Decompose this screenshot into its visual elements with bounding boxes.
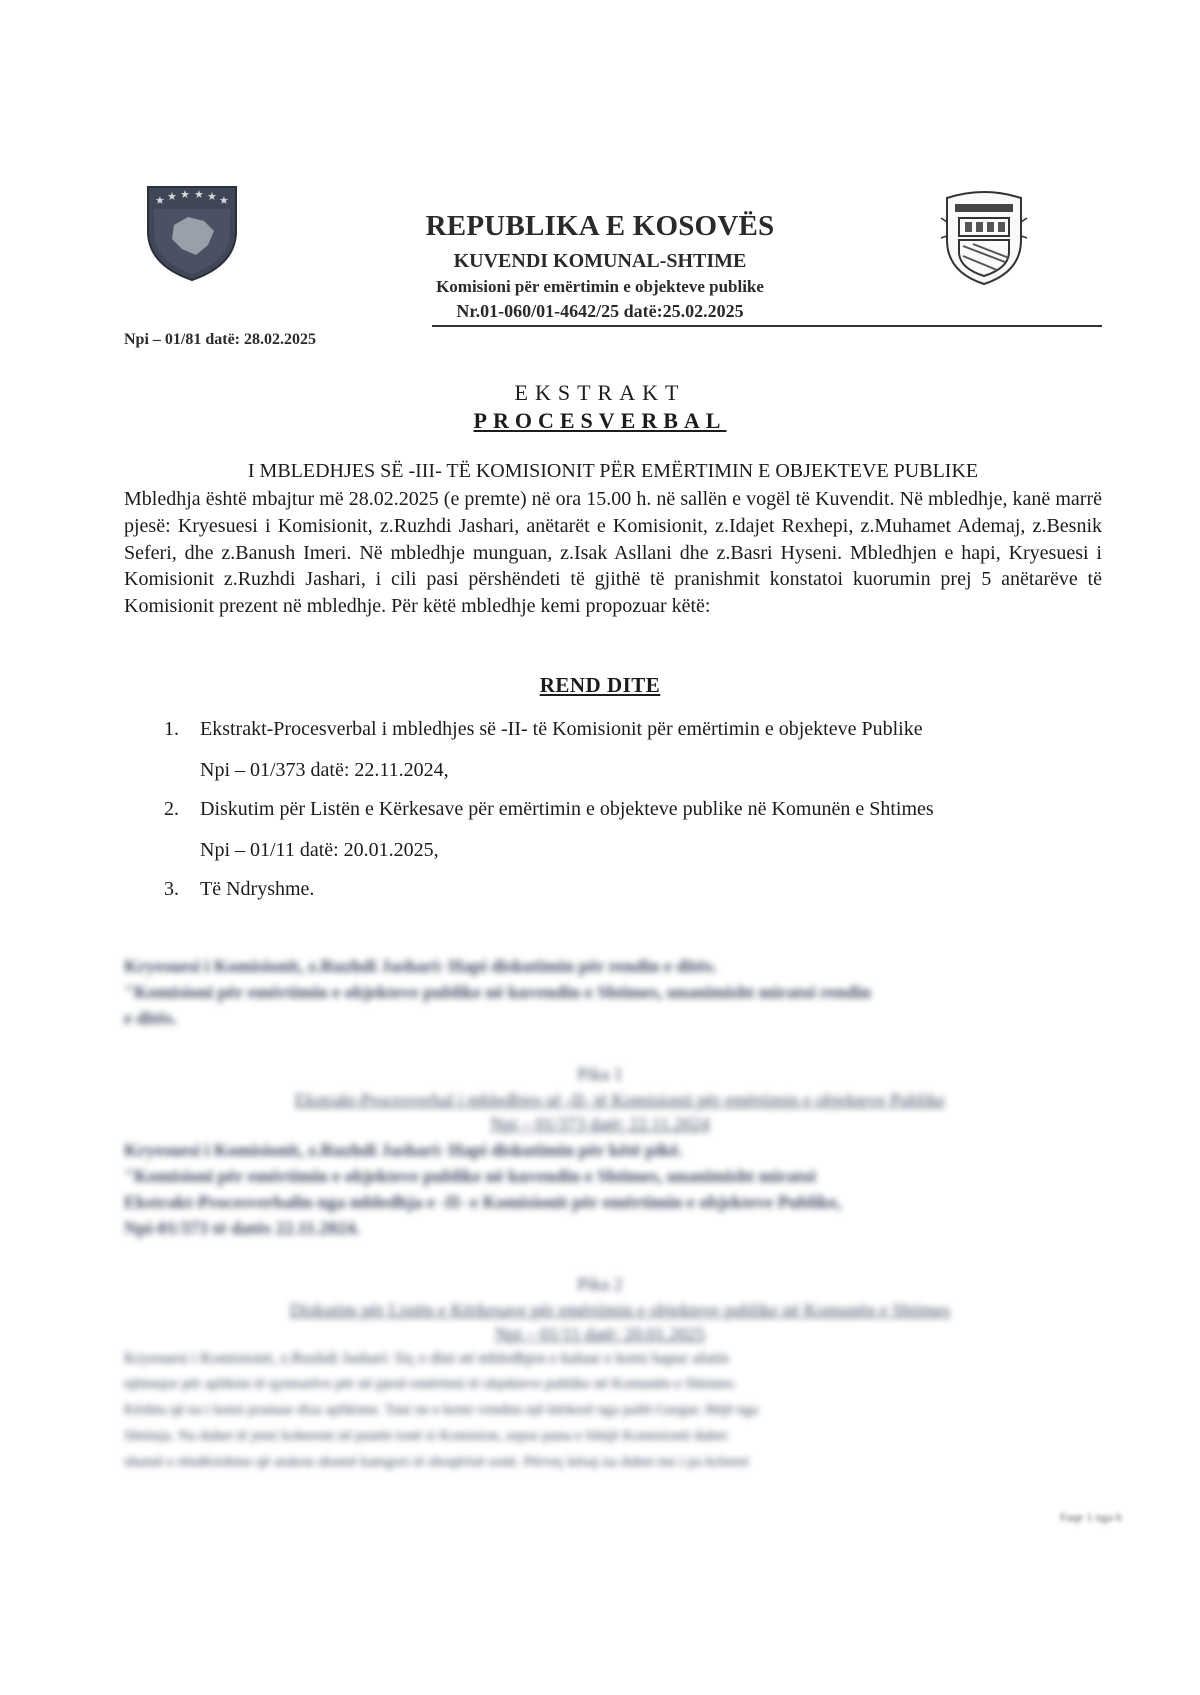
blurred-line: Shtimja. Na duhet të jemi koherent në punën tonë si Komision, sepse puna e fshijë Komisionit duhet	[124, 1428, 728, 1444]
title-procesverbal: PROCESVERBAL	[473, 408, 727, 433]
agenda-item-text: Ekstrakt-Procesverbal i mbledhjes së -II- të Komisionit për emërtimin e objekteve Publike	[200, 718, 923, 740]
blurred-line: Ekstrakt-Procesverbal i mbledhjes së -II- të Komisionit për emërtimin e objekteve Publike	[294, 1090, 946, 1110]
blurred-line: shumë e rëndësishme që atakon shumë kategori të shoqërisë sonë. Përveç kësaj na duhet me i pa kriteret	[124, 1454, 749, 1470]
title-ekstrakt: EKSTRAKT	[514, 380, 686, 405]
blurred-line: Kryesuesi i Komisionit, z.Ruzhdi Jashari: Siç e dini në mbledhjen e kaluar e kemi hapur afatin	[124, 1350, 729, 1367]
svg-text:★: ★	[155, 194, 165, 207]
blurred-line: Diskutim për Listën e Kërkesave për emërtimin e objekteve publike në Komunën e Shtimes	[289, 1300, 951, 1320]
agenda-item-number: 1.	[164, 718, 179, 740]
blurred-line: Kështu që na i kemi pranuar disa aplikime. Tani ne e kemi vendim një kërkesë nga palët Gurgur. Bëjë nga	[124, 1402, 759, 1418]
blurred-line: Kryesuesi i Komisionit, z.Ruzhdi Jashari: Hapi diskutimin për këtë pikë.	[124, 1140, 683, 1160]
agenda-item-reference: Npi – 01/11 datë: 20.01.2025,	[200, 839, 439, 861]
header-republic: REPUBLIKA E KOSOVËS	[425, 210, 775, 242]
svg-text:★: ★	[194, 188, 204, 201]
kosovo-coat-of-arms-icon	[144, 183, 240, 283]
blurred-line: e ditës.	[124, 1008, 177, 1028]
blurred-line: Npi – 01/373 datë: 22.11.2024	[490, 1114, 710, 1134]
header-reference-number: Nr.01-060/01-4642/25 datë:25.02.2025	[456, 301, 744, 321]
shtime-municipality-emblem-icon	[937, 188, 1031, 288]
blurred-line: njëmujor për aplikim të qytetarëve për në pjesë emërtimi të objekteve publike në Komunën e Shtimes.	[124, 1376, 738, 1392]
agenda-item-number: 2.	[164, 798, 179, 820]
agenda-item-text: Të Ndryshme.	[200, 878, 315, 900]
svg-text:★: ★	[207, 190, 217, 203]
svg-text:★: ★	[167, 190, 177, 203]
header-assembly: KUVENDI KOMUNAL-SHTIME	[453, 250, 747, 272]
agenda-title: REND DITE	[539, 673, 661, 697]
blurred-item-title: Pika 1	[577, 1064, 623, 1084]
blurred-line: "Komisioni për emërtimin e objekteve publike në kuvendin e Shtimes, unanimisht miratoi	[124, 1166, 816, 1186]
agenda-item-reference: Npi – 01/373 datë: 22.11.2024,	[200, 759, 449, 781]
blurred-line: Npi-01/373 të datës 22.11.2024.	[124, 1218, 360, 1238]
svg-text:★: ★	[180, 188, 190, 201]
blurred-line: Ekstrakt-Procesverbalin nga mbledhja e -II- e Komisionit për emërtimin e objekteve Publike,	[124, 1192, 842, 1212]
blurred-item-title: Pika 2	[577, 1274, 623, 1294]
header-divider	[432, 325, 1102, 327]
header-commission: Komisioni për emërtimin e objekteve publike	[436, 277, 764, 296]
meeting-title: I MBLEDHJES SË -III- TË KOMISIONIT PËR EMËRTIMIN E OBJEKTEVE PUBLIKE	[247, 460, 979, 482]
agenda-item-number: 3.	[164, 878, 179, 900]
blurred-line: "Komisioni për emërtimin e objekteve publike në kuvendin e Shtimes, unanimisht miratoi rendin	[124, 982, 871, 1002]
blurred-line: Npi – 01/11 datë: 20.01.2025	[494, 1324, 706, 1344]
meeting-paragraph: Mbledhja është mbajtur më 28.02.2025 (e premte) në ora 15.00 h. në sallën e vogël të Kuvendit. Në mbledhje, kanë marrë pjesë: Kryesuesi i Komisionit, z.Ruzhdi Jashari, anëtarët e Komisionit, z.Idajet Rexhepi, z.Muhamet Ademaj, z.Besnik Seferi, dhe z.Banush Imeri. Në mbledhje munguan, z.Isak Asllani dhe z.Basri Hyseni. Mbledhjen e hapi, Kryesuesi i Komisionit z.Ruzhdi Jashari, i cili pasi përshëndeti të gjithë të pranishmit konstatoi kuorumin prej 5 anëtarëve të Komisionit prezent në mbledhje. Për këtë mbledhje kemi propozuar këtë:	[124, 488, 1102, 618]
page-number: Faqe 1 nga 6	[1060, 1510, 1122, 1524]
blurred-line: Kryesuesi i Komisionit, z.Ruzhdi Jashari: Hapi diskutimin për rendin e ditës.	[124, 956, 717, 976]
agenda-item-text: Diskutim për Listën e Kërkesave për emërtimin e objekteve publike në Komunën e Shtimes	[200, 798, 934, 820]
header-npi-date: Npi – 01/81 datë: 28.02.2025	[124, 331, 316, 348]
svg-text:★: ★	[219, 194, 229, 207]
